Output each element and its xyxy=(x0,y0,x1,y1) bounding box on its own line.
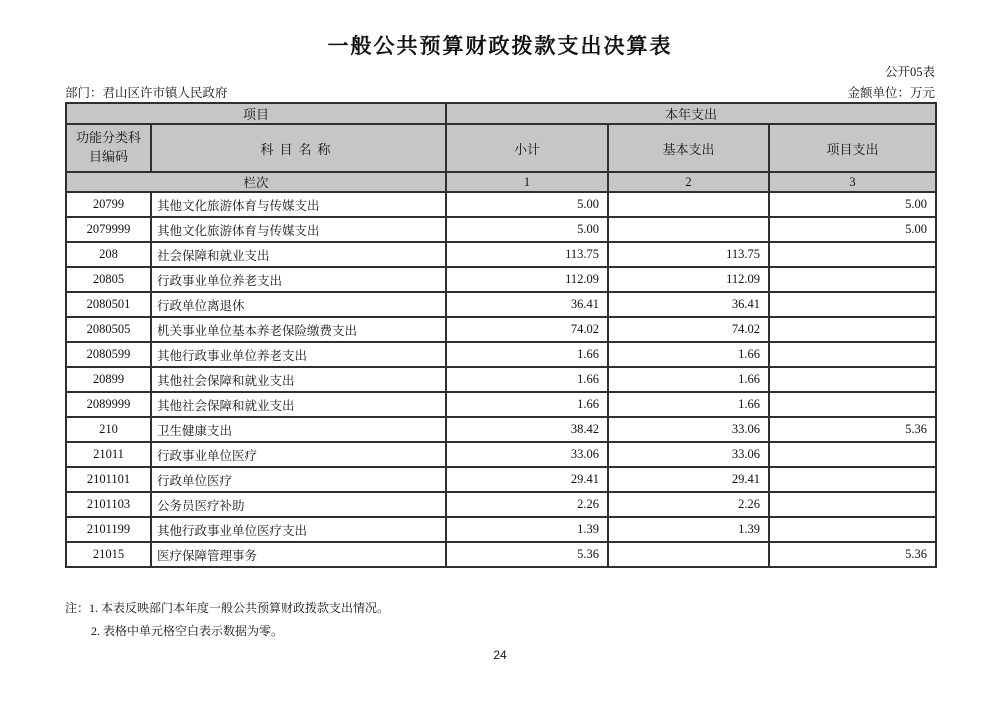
subtotal-cell: 1.66 xyxy=(446,367,608,392)
subject-name-cell: 社会保障和就业支出 xyxy=(151,242,446,267)
project-expense-cell xyxy=(769,317,936,342)
table-row xyxy=(66,392,936,417)
table-row xyxy=(66,317,936,342)
subject-code-cell: 2101103 xyxy=(66,492,151,517)
table-row xyxy=(66,442,936,467)
note-line-2: 2. 表格中单元格空白表示数据为零。 xyxy=(91,623,284,638)
subtotal-cell: 36.41 xyxy=(446,292,608,317)
table-row xyxy=(66,417,936,442)
header-index-row xyxy=(66,172,936,192)
basic-expense-cell: 1.39 xyxy=(608,517,769,542)
subject-code-cell: 2079999 xyxy=(66,217,151,242)
subject-name-cell: 机关事业单位基本养老保险缴费支出 xyxy=(151,317,446,342)
table-row xyxy=(66,467,936,492)
table-row xyxy=(66,267,936,292)
table-row xyxy=(66,367,936,392)
basic-expense-cell: 1.66 xyxy=(608,367,769,392)
subtotal-cell: 112.09 xyxy=(446,267,608,292)
subtotal-cell: 74.02 xyxy=(446,317,608,342)
basic-expense-cell: 29.41 xyxy=(608,467,769,492)
table-code-label: 公开05表 xyxy=(884,65,935,79)
subject-name-cell: 行政单位医疗 xyxy=(151,467,446,492)
project-expense-cell: 5.36 xyxy=(769,417,936,442)
subject-name-cell: 卫生健康支出 xyxy=(151,417,446,442)
project-expense-cell xyxy=(769,292,936,317)
department-label: 部门：君山区许市镇人民政府 xyxy=(65,86,228,100)
page-number: 24 xyxy=(493,648,507,662)
subtotal-cell: 2.26 xyxy=(446,492,608,517)
group-header-project: 项目 xyxy=(66,103,446,124)
subject-code-cell: 21015 xyxy=(66,542,151,567)
basic-expense-cell: 36.41 xyxy=(608,292,769,317)
project-expense-cell xyxy=(769,517,936,542)
table-row xyxy=(66,192,936,217)
project-expense-cell xyxy=(769,442,936,467)
project-expense-cell: 5.00 xyxy=(769,217,936,242)
subject-code-cell: 210 xyxy=(66,417,151,442)
subject-code-cell: 2080599 xyxy=(66,342,151,367)
column-header-function-code: 功能分类科目编码 xyxy=(66,124,151,172)
subtotal-cell: 38.42 xyxy=(446,417,608,442)
subject-name-cell: 其他社会保障和就业支出 xyxy=(151,367,446,392)
subject-code-cell: 21011 xyxy=(66,442,151,467)
budget-table-header xyxy=(66,103,936,192)
column-index-1: 1 xyxy=(446,172,608,192)
basic-expense-cell: 2.26 xyxy=(608,492,769,517)
table-row xyxy=(66,217,936,242)
subject-name-cell: 其他文化旅游体育与传媒支出 xyxy=(151,217,446,242)
basic-expense-cell: 33.06 xyxy=(608,417,769,442)
subtotal-cell: 5.36 xyxy=(446,542,608,567)
subject-code-cell: 2101101 xyxy=(66,467,151,492)
table-meta-row xyxy=(65,83,935,101)
table-row xyxy=(66,542,936,567)
subject-code-cell: 208 xyxy=(66,242,151,267)
project-expense-cell xyxy=(769,467,936,492)
basic-expense-cell: 113.75 xyxy=(608,242,769,267)
header-columns-row xyxy=(66,124,936,172)
project-expense-cell xyxy=(769,367,936,392)
subject-name-cell: 行政事业单位医疗 xyxy=(151,442,446,467)
subject-code-cell: 20805 xyxy=(66,267,151,292)
subtotal-cell: 5.00 xyxy=(446,192,608,217)
subtotal-cell: 1.66 xyxy=(446,392,608,417)
subject-code-cell: 20799 xyxy=(66,192,151,217)
subject-name-cell: 医疗保障管理事务 xyxy=(151,542,446,567)
table-notes xyxy=(65,597,935,643)
subject-name-cell: 公务员医疗补助 xyxy=(151,492,446,517)
basic-expense-cell: 33.06 xyxy=(608,442,769,467)
subject-name-cell: 行政单位离退休 xyxy=(151,292,446,317)
budget-table-body xyxy=(66,192,936,567)
table-row xyxy=(66,242,936,267)
basic-expense-cell: 1.66 xyxy=(608,342,769,367)
subject-code-cell: 2080505 xyxy=(66,317,151,342)
column-header-subtotal: 小计 xyxy=(446,124,608,172)
note-line-1: 注：1. 本表反映部门本年度一般公共预算财政拨款支出情况。 xyxy=(65,601,390,615)
row-index-label: 栏次 xyxy=(66,172,446,192)
subtotal-cell: 113.75 xyxy=(446,242,608,267)
subject-code-cell: 20899 xyxy=(66,367,151,392)
group-header-current-year: 本年支出 xyxy=(446,103,936,124)
project-expense-cell xyxy=(769,492,936,517)
table-row xyxy=(66,342,936,367)
basic-expense-cell: 1.66 xyxy=(608,392,769,417)
subject-name-cell: 其他行政事业单位养老支出 xyxy=(151,342,446,367)
subtotal-cell: 1.39 xyxy=(446,517,608,542)
subtotal-cell: 1.66 xyxy=(446,342,608,367)
project-expense-cell xyxy=(769,342,936,367)
page-title: 一般公共预算财政拨款支出决算表 xyxy=(327,34,673,58)
table-row xyxy=(66,292,936,317)
subject-code-cell: 2101199 xyxy=(66,517,151,542)
subject-name-cell: 其他文化旅游体育与传媒支出 xyxy=(151,192,446,217)
subtotal-cell: 29.41 xyxy=(446,467,608,492)
project-expense-cell xyxy=(769,242,936,267)
amount-unit-label: 金额单位：万元 xyxy=(847,86,935,100)
subject-code-cell: 2089999 xyxy=(66,392,151,417)
basic-expense-cell: 74.02 xyxy=(608,317,769,342)
budget-table xyxy=(65,102,937,568)
column-header-project-expense: 项目支出 xyxy=(769,124,936,172)
header-group-row xyxy=(66,103,936,124)
column-header-subject-name: 科目名称 xyxy=(151,124,446,172)
subject-name-cell: 其他社会保障和就业支出 xyxy=(151,392,446,417)
subject-name-cell: 行政事业单位养老支出 xyxy=(151,267,446,292)
basic-expense-cell xyxy=(608,217,769,242)
column-index-2: 2 xyxy=(608,172,769,192)
project-expense-cell: 5.36 xyxy=(769,542,936,567)
basic-expense-cell xyxy=(608,542,769,567)
column-index-3: 3 xyxy=(769,172,936,192)
subtotal-cell: 33.06 xyxy=(446,442,608,467)
subject-name-cell: 其他行政事业单位医疗支出 xyxy=(151,517,446,542)
table-row xyxy=(66,492,936,517)
column-header-basic-expense: 基本支出 xyxy=(608,124,769,172)
subtotal-cell: 5.00 xyxy=(446,217,608,242)
project-expense-cell xyxy=(769,267,936,292)
project-expense-cell: 5.00 xyxy=(769,192,936,217)
subject-code-cell: 2080501 xyxy=(66,292,151,317)
basic-expense-cell: 112.09 xyxy=(608,267,769,292)
table-row xyxy=(66,517,936,542)
basic-expense-cell xyxy=(608,192,769,217)
project-expense-cell xyxy=(769,392,936,417)
